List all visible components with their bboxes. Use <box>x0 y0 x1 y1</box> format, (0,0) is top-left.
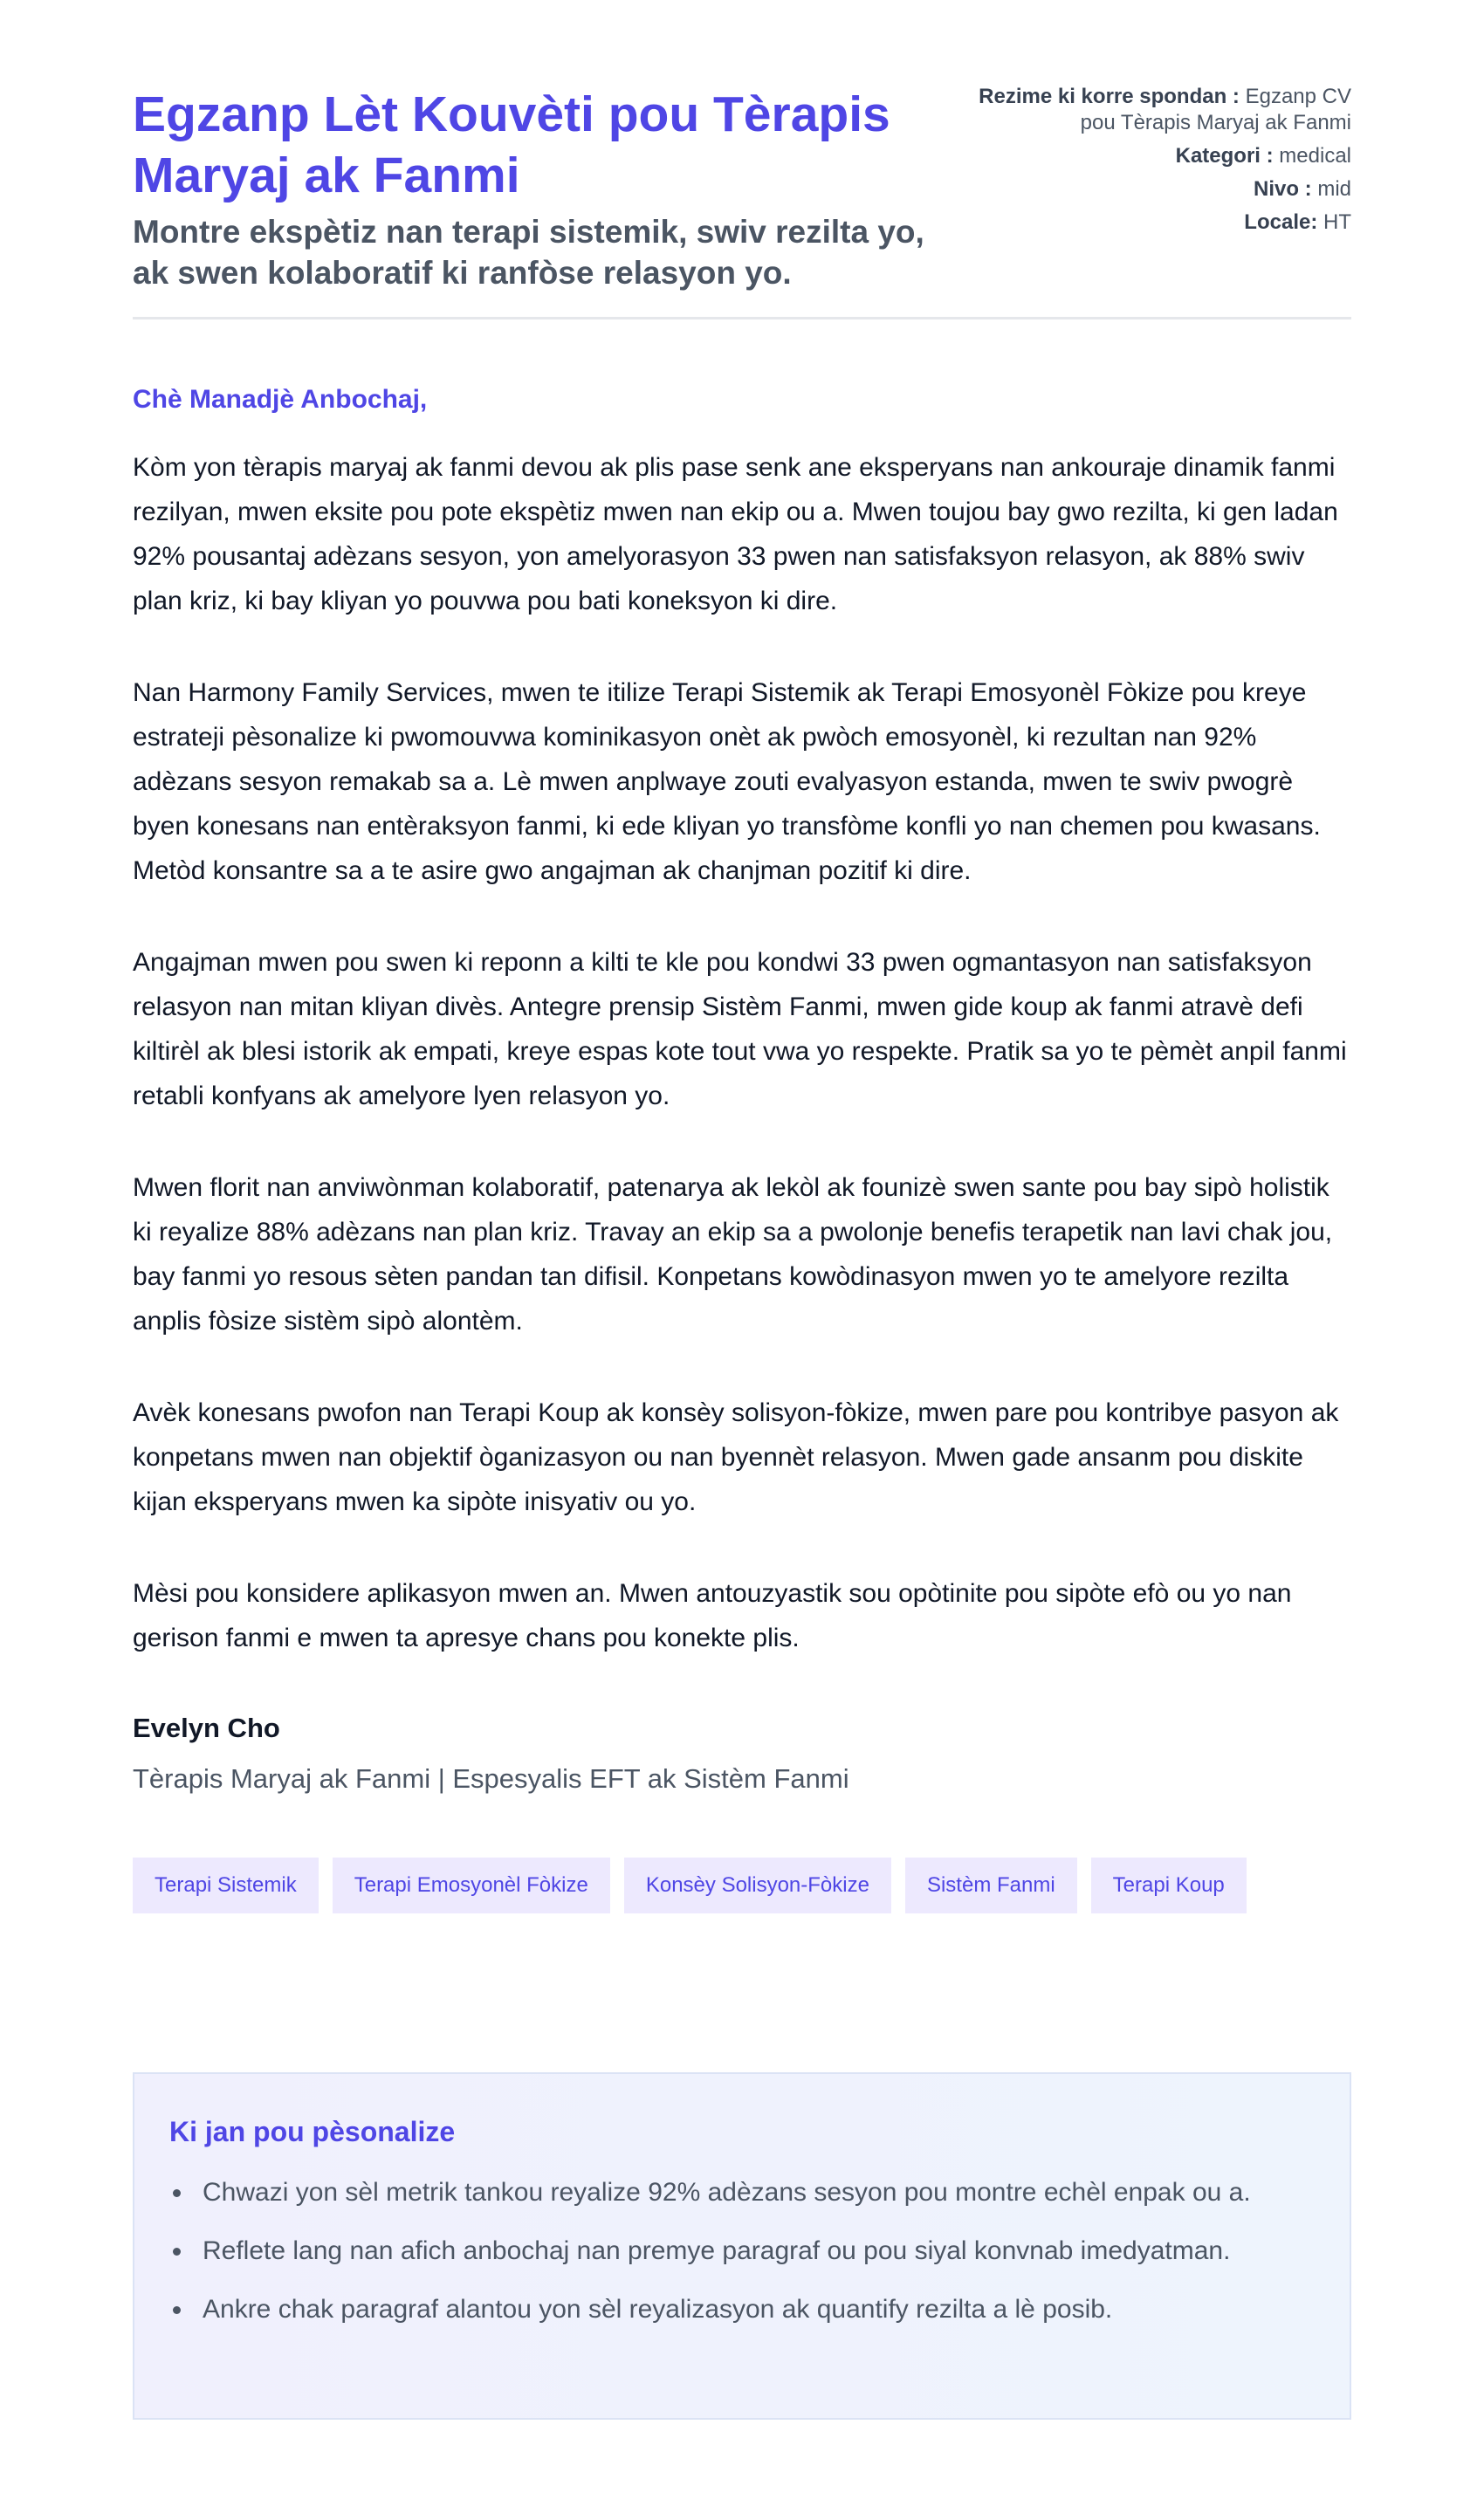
meta-summary <box>976 84 1351 136</box>
tips-list-item <box>169 2229 1315 2273</box>
skill-tag: Konsèy Solisyon-Fòkize <box>624 1858 891 1913</box>
letter-paragraph: Avèk konesans pwofon nan Terapi Koup ak konsèy solisyon-fòkize, mwen pare pou kontribye pasyon ak konpetans mwen nan objektif òganizasyon ou nan byennèt relasyon. Mwen gade ansanm pou diskite kijan eksperyans mwen ka sipòte inisyativ ou yo. <box>133 1398 1339 1516</box>
meta-level-value: mid <box>1317 177 1351 201</box>
page-header <box>133 0 1351 319</box>
bullet-icon <box>173 2189 181 2197</box>
bullet-icon <box>173 2248 181 2256</box>
letter-paragraph: Mèsi pou konsidere aplikasyon mwen an. Mwen antouzyastik sou opòtinite pou sipòte efò ou yo nan gerison fanmi e mwen ta apresye chans pou konekte plis. <box>133 1579 1292 1652</box>
signature-name: Evelyn Cho <box>133 1713 280 1743</box>
page-subtitle: Montre ekspètiz nan terapi sistemik, swiv rezilta yo, ak swen kolaboratif ki ranfòse relasyon yo. <box>133 214 924 291</box>
meta-summary-label: Rezime ki korre spondan : <box>979 85 1240 108</box>
skill-tag: Terapi Sistemik <box>133 1858 319 1913</box>
signature-title: Tèrapis Maryaj ak Fanmi | Espesyalis EFT ak Sistèm Fanmi <box>133 1763 849 1794</box>
skill-tags <box>133 1858 1351 1913</box>
meta-locale-value: HT <box>1323 210 1351 234</box>
tips-item-text: Chwazi yon sèl metrik tankou reyalize 92% adèzans sesyon pou montre echèl enpak ou a. <box>203 2178 1251 2207</box>
tips-list <box>169 2170 1315 2332</box>
tips-list-item <box>169 2170 1315 2215</box>
letter-paragraph: Kòm yon tèrapis maryaj ak fanmi devou ak plis pase senk ane eksperyans nan ankouraje dinamik fanmi rezilyan, mwen eksite pou pote ekspètiz mwen nan ekip ou a. Mwen toujou bay gwo rezilta, ki gen ladan 92% pousantaj adèzans sesyon, yon amelyorasyon 33 pwen nan satisfaksyon relasyon, ak 88% swiv plan kriz, ki bay kliyan yo pouvwa pou bati koneksyon ki dire. <box>133 453 1338 615</box>
letter-paragraph: Angajman mwen pou swen ki reponn a kilti te kle pou kondwi 33 pwen ogmantasyon nan satisfaksyon relasyon nan mitan kliyan divès. Antegre prensip Sistèm Fanmi, mwen gide koup ak fanmi atravè defi kiltirèl ak blesi istorik ak empati, kreye espas kote tout vwa yo respekte. Pratik sa yo te pèmèt anpil fanmi retabli konfyans ak amelyore lyen relasyon yo. <box>133 948 1347 1110</box>
meta-locale <box>976 209 1351 236</box>
letter-paragraph: Nan Harmony Family Services, mwen te itilize Terapi Sistemik ak Terapi Emosyonèl Fòkize pou kreye estrateji pèsonalize ki pwomouvwa kominikasyon onèt ak pwòch emosyonèl, ki rezultan nan 92% adèzans sesyon remakab sa a. Lè mwen anplwaye zouti evalyasyon estanda, mwen te swiv pwogrè byen konesans nan entèraksyon fanmi, ki ede kliyan yo transfòme konfli yo nan chemen pou kwasans. Metòd konsantre sa a te asire gwo angajman ak chanjman pozitif ki dire. <box>133 678 1321 885</box>
page-title: Egzanp Lèt Kouvèti pou Tèrapis Maryaj ak Fanmi <box>133 86 890 203</box>
letter-paragraph: Mwen florit nan anviwònman kolaboratif, patenarya ak lekòl ak founizè swen sante pou bay sipò holistik ki reyalize 88% adèzans nan plan kriz. Travay an ekip sa a pwolonje benefis terapetik nan lavi chak jou, bay fanmi yo resous sèten pandan tan difisil. Konpetans kowòdinasyon mwen yo te amelyore rezilta anplis fòsize sistèm sipò alontèm. <box>133 1173 1333 1336</box>
tips-item-text: Ankre chak paragraf alantou yon sèl reyalizasyon ak quantify rezilta a lè posib. <box>203 2295 1113 2324</box>
meta-summary-value: Egzanp CV pou Tèrapis Maryaj ak Fanmi <box>1080 85 1351 134</box>
meta-panel <box>976 84 1351 243</box>
skill-tag: Terapi Emosyonèl Fòkize <box>333 1858 610 1913</box>
tips-item-text: Reflete lang nan afich anbochaj nan premye paragraf ou pou siyal konvnab imedyatman. <box>203 2236 1231 2265</box>
letter-body <box>133 445 1351 1660</box>
customization-tips-box <box>133 2072 1351 2420</box>
meta-level <box>976 176 1351 203</box>
meta-category <box>976 143 1351 169</box>
tips-list-item <box>169 2287 1315 2332</box>
meta-category-value: medical <box>1279 144 1351 168</box>
skill-tag: Terapi Koup <box>1091 1858 1247 1913</box>
meta-category-label: Kategori : <box>1175 144 1274 168</box>
meta-locale-label: Locale: <box>1244 210 1318 234</box>
skill-tag: Sistèm Fanmi <box>905 1858 1077 1913</box>
tips-title: Ki jan pou pèsonalize <box>169 2116 456 2147</box>
meta-level-label: Nivo : <box>1253 177 1312 201</box>
letter-greeting: Chè Manadjè Anbochaj, <box>133 385 428 414</box>
bullet-icon <box>173 2306 181 2314</box>
signature-block <box>133 1711 1351 1796</box>
